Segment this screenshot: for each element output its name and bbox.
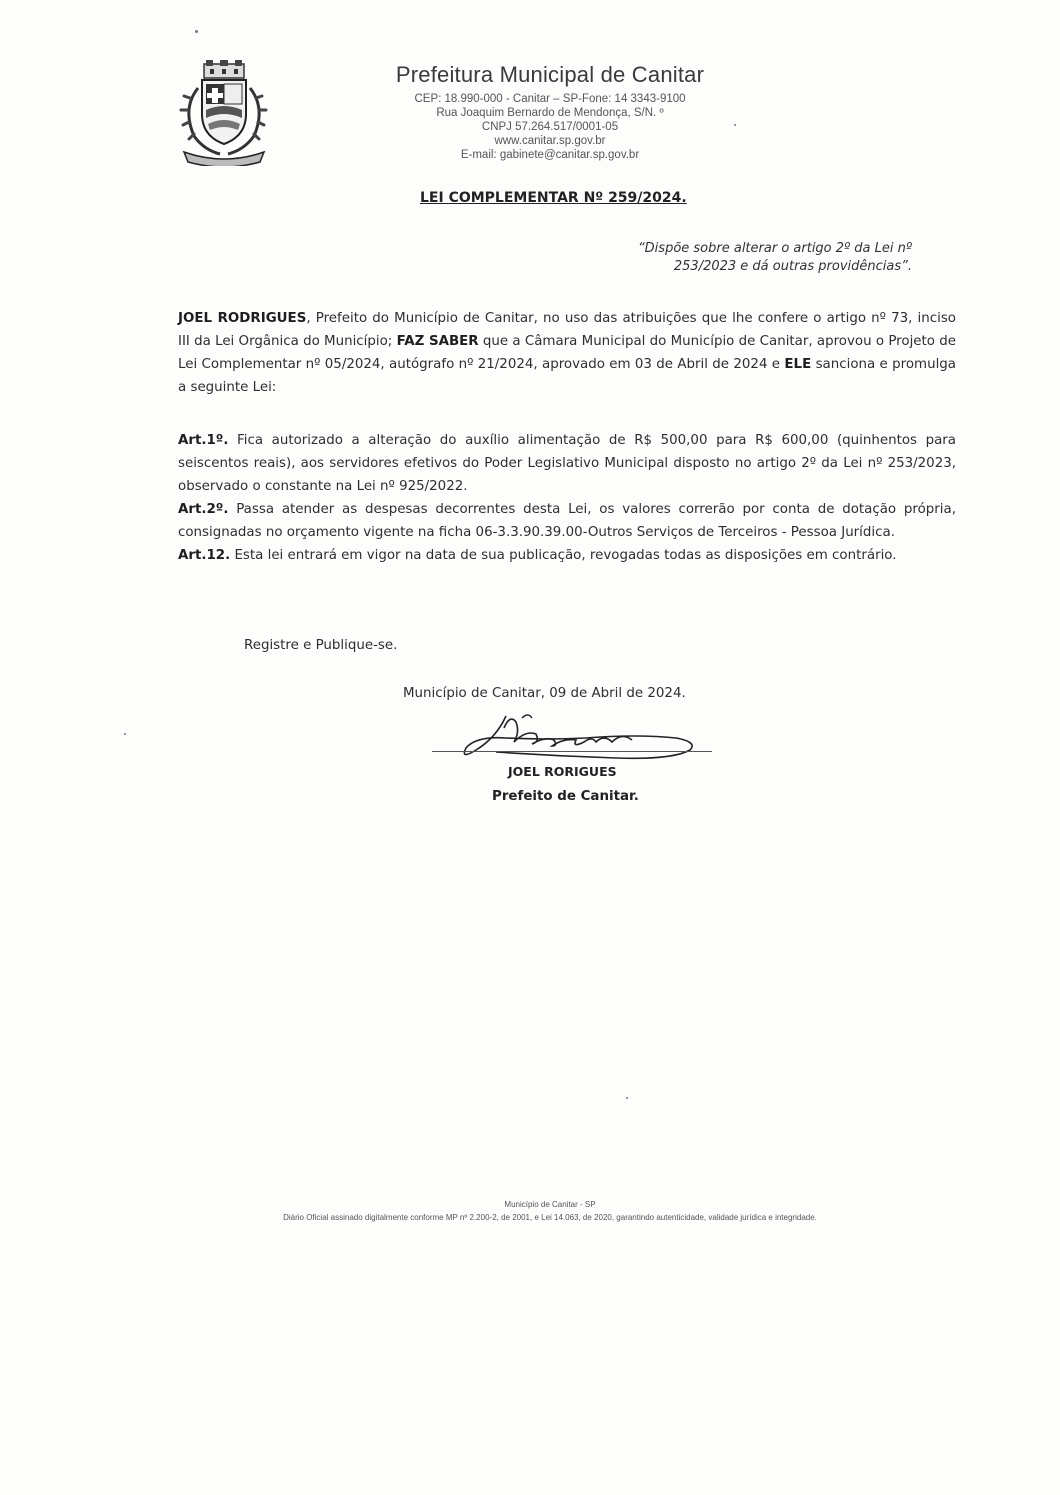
scan-speck — [195, 30, 198, 33]
footer-digital-signature-note: Diário Oficial assinado digitalmente conforme MP nº 2.200-2, de 2001, e Lei 14.063, de 2020, garantindo autenticidade, validade jurídica e integridade. — [283, 1213, 817, 1222]
signer-name: JOEL RORIGUES — [508, 764, 617, 779]
article — [178, 544, 956, 567]
signature-line — [432, 751, 712, 752]
official-gazette-footer — [150, 1200, 950, 1222]
handwritten-signature — [436, 708, 726, 770]
municipal-coat-of-arms — [176, 58, 272, 166]
article-text: Fica autorizado a alteração do auxílio alimentação de R$ 500,00 para R$ 600,00 (quinhentos para seiscentos reais), aos servidores efetivos do Poder Legislativo Municipal disposto no artigo 2º da Lei nº 253/2023, observado o constante na Lei nº 925/2022. — [178, 433, 956, 494]
cep-phone: CEP: 18.990-000 - Canitar – SP-Fone: 14 3343-9100 — [414, 93, 686, 105]
article-text: Passa atender as despesas decorrentes desta Lei, os valores correrão por conta de dotação própria, consignadas no orçamento vigente na ficha 06-3.3.90.39.00-Outros Serviços de Terceiros - Pessoa Jurídica. — [178, 502, 956, 540]
articles — [178, 429, 956, 567]
article-label: Art.2º. — [178, 502, 229, 517]
letterhead — [340, 62, 760, 162]
article-label: Art.12. — [178, 548, 231, 563]
signer-role: Prefeito de Canitar. — [492, 789, 639, 804]
mayor-name: JOEL RODRIGUES — [178, 311, 307, 326]
law-summary — [592, 240, 912, 276]
preamble-text: que a Câmara Municipal do Município de Canitar, aprovou o Projeto de Lei Complementar nº 05/2024, autógrafo nº 21/2024, aprovado em 03 de Abril de 2024 e — [178, 334, 956, 372]
footer-municipality: Município de Canitar - SP — [504, 1200, 596, 1209]
cnpj: CNPJ 57.264.517/0001-05 — [481, 121, 619, 133]
article — [178, 498, 956, 544]
website: www.canitar.sp.gov.br — [494, 135, 606, 147]
article — [178, 429, 956, 498]
address: Rua Joaquim Bernardo de Mendonça, S/N. º — [436, 107, 664, 119]
article-label: Art.1º. — [178, 433, 229, 448]
scan-speck — [124, 733, 126, 735]
law-summary-line: 253/2023 e dá outras providências”. — [673, 259, 912, 274]
scan-speck — [626, 1097, 628, 1099]
place-and-date: Município de Canitar, 09 de Abril de 2024. — [403, 686, 686, 701]
ele-keyword: ELE — [784, 357, 812, 372]
article-text: Esta lei entrará em vigor na data de sua publicação, revogadas todas as disposições em contrário. — [230, 548, 897, 563]
municipality-name: Prefeitura Municipal de Canitar — [395, 62, 705, 87]
law-summary-line: “Dispõe sobre alterar o artigo 2º da Lei nº — [637, 241, 912, 256]
preamble-text: , Prefeito do Município de Canitar, no uso das atribuições que lhe confere o artigo nº 73, inciso III da Lei Orgânica do Município; — [178, 311, 956, 349]
law-title: LEI COMPLEMENTAR Nº 259/2024. — [420, 190, 687, 206]
preamble-paragraph — [178, 307, 956, 399]
preamble-text: sanciona e promulga a seguinte Lei: — [178, 357, 957, 395]
email: E-mail: gabinete@canitar.sp.gov.br — [460, 149, 640, 161]
closing-formula: Registre e Publique-se. — [244, 638, 398, 653]
faz-saber: FAZ SABER — [396, 334, 479, 349]
